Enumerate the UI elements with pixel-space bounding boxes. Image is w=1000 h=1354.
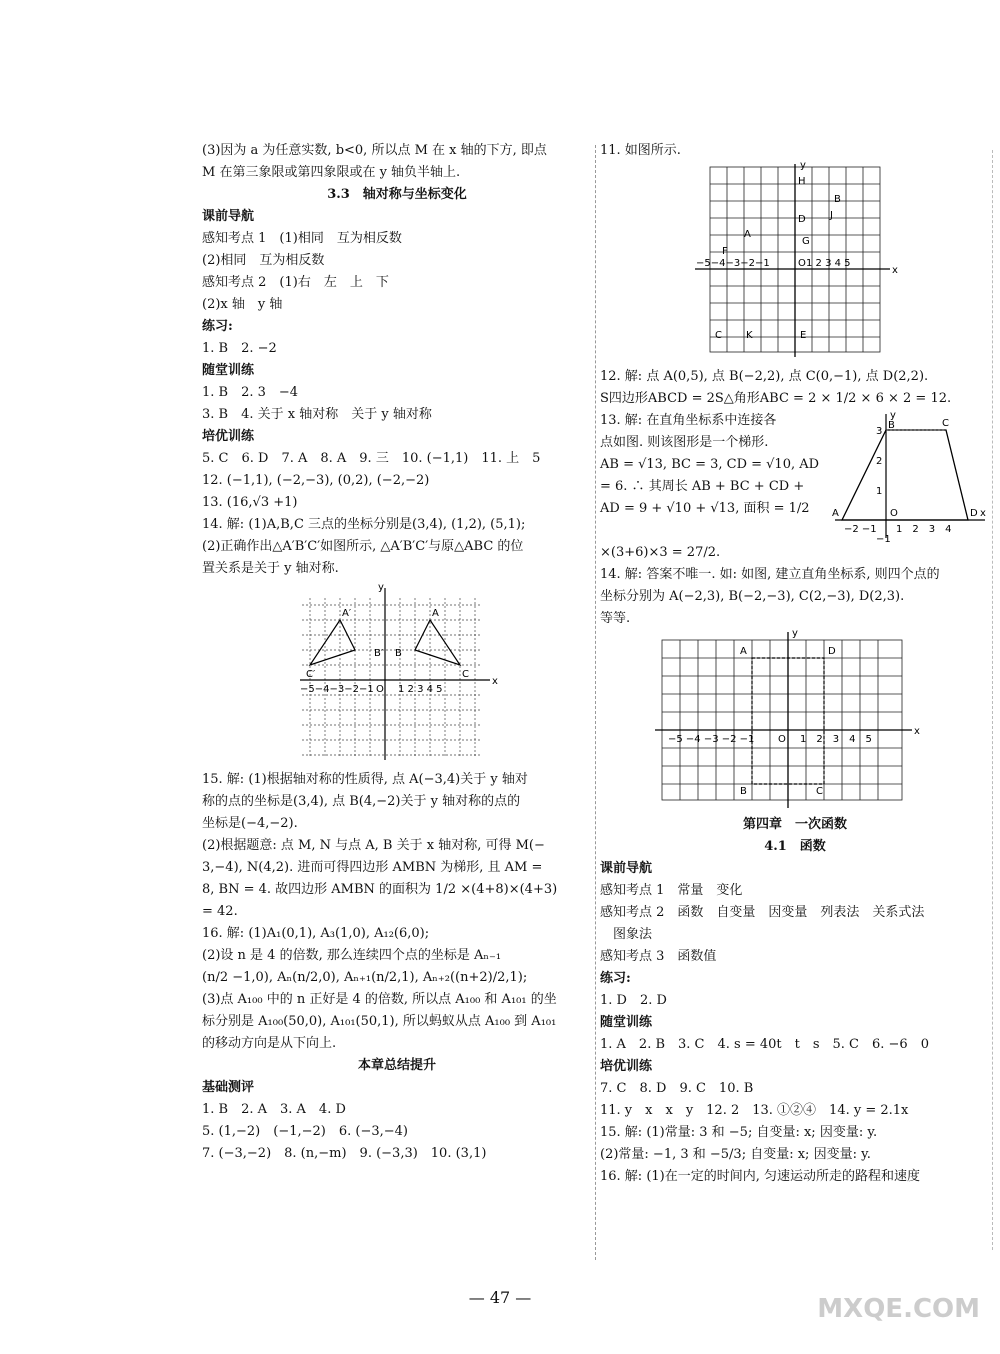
text-line: (2)设 n 是 4 的倍数, 那么连续四个点的坐标是 Aₙ₋₁ [202, 948, 502, 963]
text-line: (2)正确作出△A′B′C′如图所示, △A′B′C′与原△ABC 的位 [202, 539, 524, 554]
text-line: 3,−4), N(4,2). 进而可得四边形 AMBN 为梯形, 且 AM = [202, 860, 543, 875]
svg-text:B: B [395, 648, 402, 659]
svg-text:x: x [914, 726, 920, 737]
svg-text:1 2 3 4 5: 1 2 3 4 5 [800, 734, 872, 745]
svg-text:A: A [832, 508, 839, 519]
text-line: 13. (16,√3 +1) [202, 495, 298, 510]
svg-text:x: x [492, 676, 498, 687]
svg-text:−5−4−3−2−1: −5−4−3−2−1 [696, 258, 770, 269]
text-line: 16. 解: (1)在一定的时间内, 匀速运动所走的路程和速度 [600, 1169, 920, 1184]
text-line: 12. 解: 点 A(0,5), 点 B(−2,2), 点 C(0,−1), 点 D(2,2). [600, 369, 929, 384]
svg-text:A: A [744, 229, 751, 240]
svg-text:A: A [432, 608, 439, 619]
text-line: 11. 如图所示. [600, 143, 681, 158]
svg-text:K: K [746, 330, 753, 341]
text-line: 置关系是关于 y 轴对称. [202, 561, 339, 576]
text-line: 标分别是 A₁₀₀(50,0), A₁₀₁(50,1), 所以蚂蚁从点 A₁₀₀ 到 A₁₀₁ [202, 1014, 557, 1029]
svg-text:C′: C′ [306, 669, 316, 680]
svg-text:−5−4−3−2−1: −5−4−3−2−1 [300, 684, 374, 695]
svg-text:1 2 3 4 5: 1 2 3 4 5 [806, 258, 851, 269]
text-line: 1. D 2. D [600, 993, 667, 1008]
text-line: 5. (1,−2) (−1,−2) 6. (−3,−4) [202, 1124, 408, 1139]
text-line: (n/2 −1,0), Aₙ(n/2,0), Aₙ₊₁(n/2,1), Aₙ₊₂((n+2)/2,1); [202, 970, 528, 985]
svg-text:H: H [798, 176, 806, 187]
text-line: 7. (−3,−2) 8. (n,−m) 9. (−3,3) 10. (3,1) [202, 1146, 487, 1161]
text-line: 5. C 6. D 7. A 8. A 9. 三 10. (−1,1) 11. 上 5 [202, 451, 541, 466]
svg-text:−1: −1 [876, 534, 891, 542]
subheading: 课前导航 [600, 861, 653, 876]
svg-text:1 2 3 4: 1 2 3 4 [896, 524, 952, 535]
svg-text:D: D [828, 646, 836, 657]
text-line: 感知考点 2 (1)右 左 上 下 [202, 275, 389, 290]
column-divider [595, 145, 596, 1260]
text-line: 1. B 2. A 3. A 4. D [202, 1102, 346, 1117]
text-line: 坐标分别为 A(−2,3), B(−2,−3), C(2,−3), D(2,3). [600, 589, 905, 604]
text-line: 点如图. 则该图形是一个梯形. [600, 435, 769, 450]
svg-text:1 2 3 4 5: 1 2 3 4 5 [398, 684, 443, 695]
chapter-title: 第四章 一次函数 [742, 817, 847, 832]
text-line: 11. y x x y 12. 2 13. ①②④ 14. y = 2.1x [600, 1103, 909, 1118]
svg-text:−2 −1: −2 −1 [844, 524, 877, 535]
subheading: 练习: [202, 319, 233, 334]
trapezoid-figure [830, 410, 988, 542]
text-line: 1. B 2. 3 −4 [202, 385, 299, 400]
subheading: 随堂训练 [600, 1015, 653, 1030]
text-line: 感知考点 1 (1)相同 互为相反数 [202, 231, 402, 246]
svg-text:−5 −4 −3 −2 −1: −5 −4 −3 −2 −1 [668, 734, 755, 745]
svg-text:E: E [800, 330, 807, 341]
svg-text:C: C [462, 669, 469, 680]
text-line: 16. 解: (1)A₁(0,1), A₃(1,0), A₁₂(6,0); [202, 926, 430, 941]
subheading: 练习: [600, 971, 631, 986]
svg-text:C: C [816, 786, 823, 797]
text-line: 称的点的坐标是(3,4), 点 B(4,−2)关于 y 轴对称的点的 [202, 794, 521, 809]
triangle-reflection-figure [202, 580, 592, 765]
subheading: 培优训练 [600, 1059, 653, 1074]
subheading: 基础测评 [202, 1080, 255, 1095]
text-line: S四边形ABCD = 2S△角形ABC = 2 × 1/2 × 6 × 2 = 12. [600, 391, 952, 406]
subheading: 课前导航 [202, 209, 255, 224]
text-line: 图象法 [600, 927, 653, 942]
svg-text:B: B [834, 194, 841, 205]
svg-text:J: J [830, 210, 833, 221]
problem-13-block [600, 410, 990, 542]
svg-text:F: F [722, 246, 728, 257]
text-line: (2)相同 互为相反数 [202, 253, 325, 268]
text-line: 15. 解: (1)常量: 3 和 −5; 自变量: x; 因变量: y. [600, 1125, 878, 1140]
svg-text:x: x [892, 265, 898, 276]
text-line: 13. 解: 在直角坐标系中连接各 [600, 413, 777, 428]
svg-text:y: y [890, 410, 896, 421]
svg-text:O: O [778, 734, 786, 745]
text-line: 坐标是(−4,−2). [202, 816, 298, 831]
svg-text:1: 1 [876, 486, 883, 497]
text-line: 感知考点 2 函数 自变量 因变量 列表法 关系式法 [600, 905, 925, 920]
svg-text:C: C [942, 418, 949, 429]
text-line: (3)点 A₁₀₀ 中的 n 正好是 4 的倍数, 所以点 A₁₀₀ 和 A₁₀₁ 的坐 [202, 992, 557, 1007]
text-line: 8, BN = 4. 故四边形 AMBN 的面积为 1/2 ×(4+8)×(4+3) [202, 882, 558, 897]
svg-text:y: y [800, 162, 806, 171]
text-line: AB = √13, BC = 3, CD = √10, AD [600, 457, 820, 472]
svg-text:O: O [376, 684, 384, 695]
left-column [202, 140, 592, 1165]
text-line: = 6. ∴ 其周长 AB + BC + CD + [600, 479, 805, 494]
svg-text:D: D [798, 214, 806, 225]
text-line: 感知考点 1 常量 变化 [600, 883, 743, 898]
svg-text:B: B [888, 420, 895, 431]
page-number: — 47 — [468, 1288, 532, 1307]
text-line: 的移动方向是从下向上. [202, 1036, 337, 1051]
text-line: (3)因为 a 为任意实数, b<0, 所以点 M 在 x 轴的下方, 即点 [202, 143, 547, 158]
text-line: 3. B 4. 关于 x 轴对称 关于 y 轴对称 [202, 407, 432, 422]
svg-text:B′: B′ [374, 648, 384, 659]
subheading: 随堂训练 [202, 363, 255, 378]
text-line: 14. 解: (1)A,B,C 三点的坐标分别是(3,4), (1,2), (5,1); [202, 517, 526, 532]
text-line: 12. (−1,1), (−2,−3), (0,2), (−2,−2) [202, 473, 430, 488]
svg-text:x: x [980, 508, 986, 519]
text-line: 1. B 2. −2 [202, 341, 277, 356]
svg-text:3: 3 [876, 426, 883, 437]
svg-text:B: B [740, 786, 747, 797]
text-line: 1. A 2. B 3. C 4. s = 40t t s 5. C 6. −6 0 [600, 1037, 929, 1052]
svg-text:A′: A′ [342, 608, 352, 619]
text-line: (2)x 轴 y 轴 [202, 297, 283, 312]
grid-figure-11 [600, 162, 990, 362]
text-line: = 42. [202, 904, 238, 919]
svg-text:C: C [715, 330, 722, 341]
svg-text:G: G [802, 236, 810, 247]
text-line: M 在第三象限或第四象限或在 y 轴负半轴上. [202, 165, 461, 180]
text-line: 15. 解: (1)根据轴对称的性质得, 点 A(−3,4)关于 y 轴对 [202, 772, 528, 787]
svg-text:y: y [378, 582, 384, 593]
svg-text:2: 2 [876, 456, 883, 467]
svg-text:O: O [798, 258, 806, 269]
right-column [600, 140, 990, 1188]
text-line: 感知考点 3 函数值 [600, 949, 717, 964]
text-line: (2)常量: −1, 3 和 −5/3; 自变量: x; 因变量: y. [600, 1147, 871, 1162]
text-line: ×(3+6)×3 = 27/2. [600, 545, 721, 560]
edge-divider [992, 150, 993, 1250]
rectangle-grid-figure [600, 630, 990, 810]
text-line: 14. 解: 答案不唯一. 如: 如图, 建立直角坐标系, 则四个点的 [600, 567, 940, 582]
svg-text:D: D [970, 508, 978, 519]
svg-text:y: y [792, 630, 798, 639]
text-line: 7. C 8. D 9. C 10. B [600, 1081, 754, 1096]
svg-text:O: O [890, 508, 898, 519]
watermark-logo: MXQE.COM [817, 1294, 980, 1324]
section-title: 4.1 函数 [764, 839, 826, 854]
section-title: 3.3 轴对称与坐标变化 [327, 187, 467, 202]
svg-text:A: A [740, 646, 747, 657]
text-line: 等等. [600, 611, 631, 626]
section-title: 本章总结提升 [357, 1058, 436, 1073]
text-line: AD = 9 + √10 + √13, 面积 = 1/2 [600, 501, 810, 516]
text-line: (2)根据题意: 点 M, N 与点 A, B 关于 x 轴对称, 可得 M(− [202, 838, 545, 853]
subheading: 培优训练 [202, 429, 255, 444]
